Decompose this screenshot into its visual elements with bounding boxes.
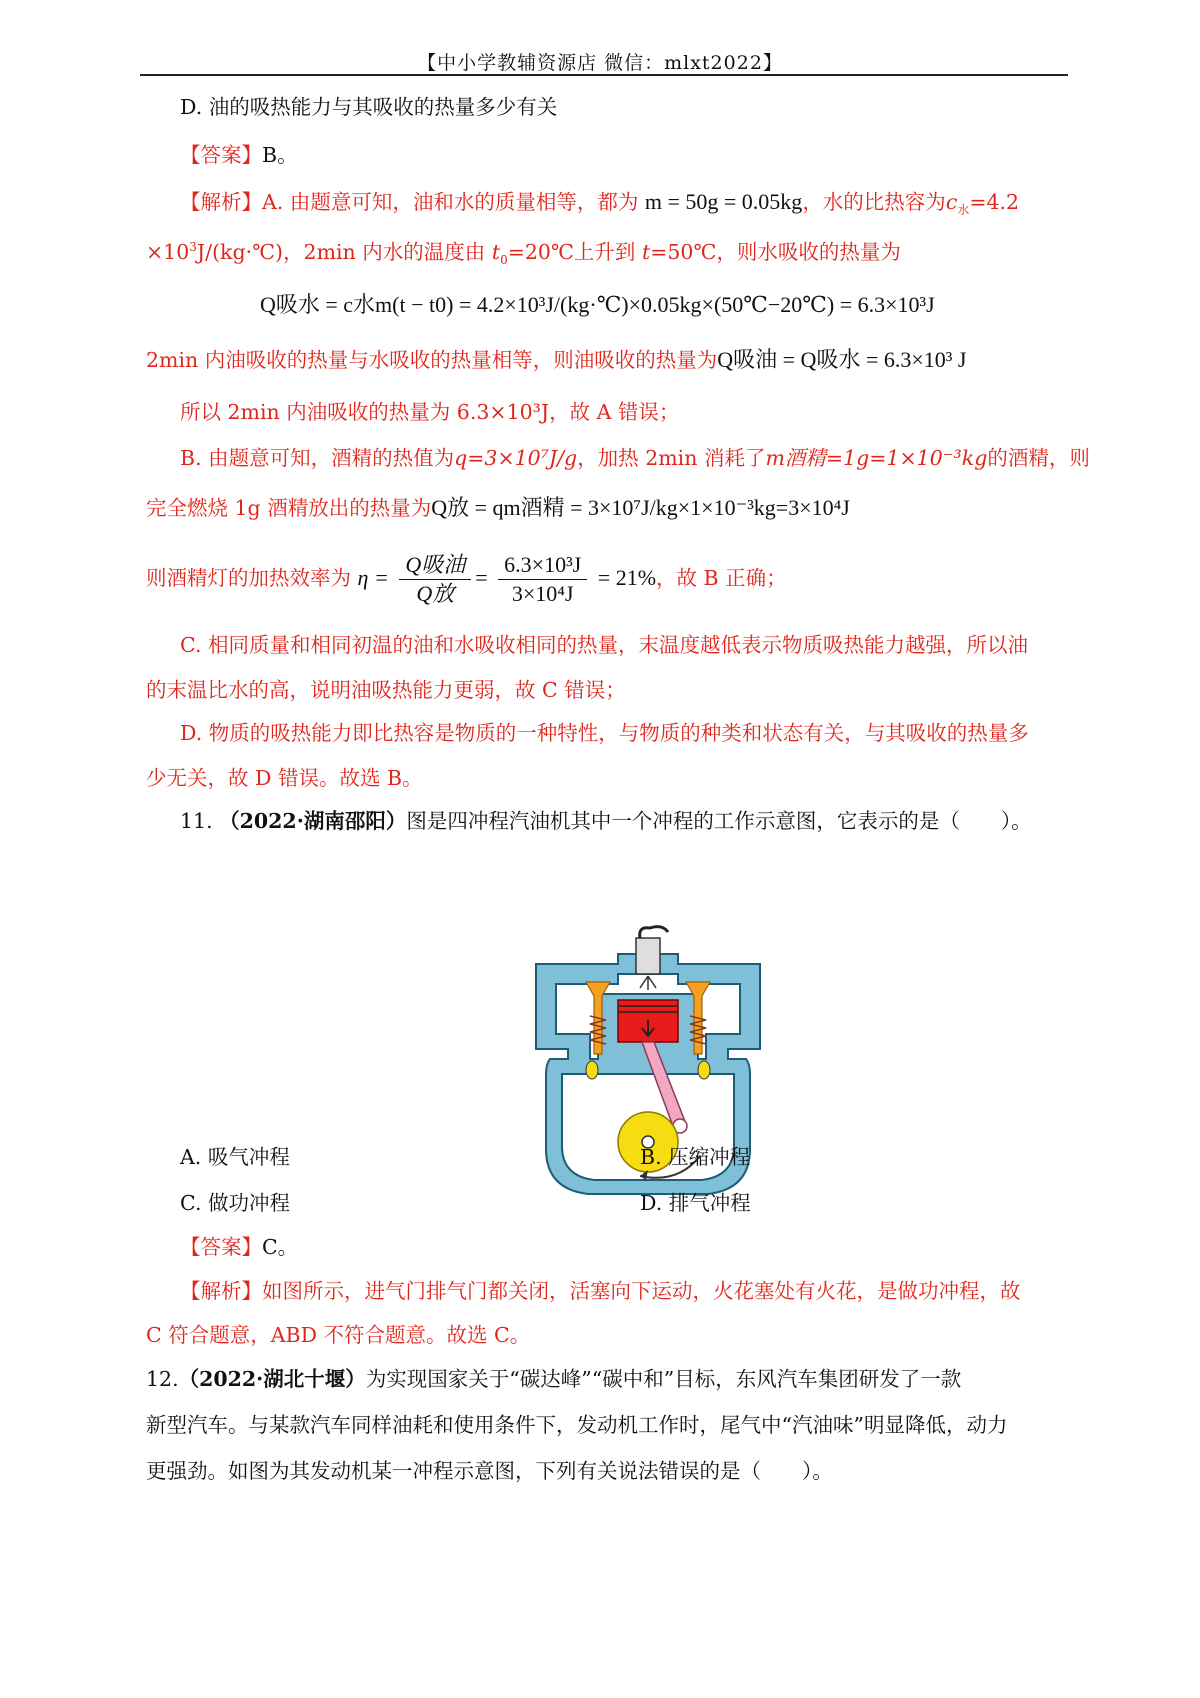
fraction-values (498, 551, 587, 608)
equation-heat-water: Q吸水 = c水m(t − t0) = 4.2×10³J/(kg·℃)×0.05kg×(50℃−20℃) = 6.3×10³J (260, 292, 935, 317)
q10-option-d: D. 油的吸热能力与其吸收的热量多少有关 (180, 95, 558, 119)
analysis-tag: 【解析】 (180, 190, 262, 214)
intake-cam (586, 1061, 598, 1079)
answer-tag: 【答案】 (180, 143, 262, 167)
question-source: （2022·湖北十堰） (178, 1367, 366, 1391)
numerator: 6.3×10³J (498, 551, 587, 580)
question-number: 11. (180, 809, 213, 833)
q12-stem-line3: 更强劲。如图为其发动机某一冲程示意图，下列有关说法错误的是（ ）。 (146, 1459, 833, 1483)
text: ×10 (146, 240, 190, 264)
numerator: Q吸油 (399, 551, 471, 580)
q11-stem (180, 806, 1110, 836)
q11-answer (180, 1232, 1110, 1262)
q11-option-a: A. 吸气冲程 (180, 1145, 290, 1169)
q11-option-d: D. 排气冲程 (640, 1191, 751, 1215)
question-text: 为实现国家关于“碳达峰”“碳中和”目标，东风汽车集团研发了一款 (365, 1367, 962, 1391)
answer-tag: 【答案】 (180, 1235, 262, 1259)
question-number: 12. (146, 1367, 179, 1391)
answer-value: B。 (262, 143, 298, 167)
q10-analysis-d-line2: 少无关，故 D 错误。故选 B。 (146, 766, 423, 790)
q10-analysis-a-line2 (146, 237, 1076, 267)
q10-analysis-d-line1: D. 物质的吸热能力即比热容是物质的一种特性，与物质的种类和状态有关，与其吸收的热量多 (180, 721, 1029, 745)
answer-value: C。 (262, 1235, 299, 1259)
q10-analysis-a-line4 (146, 345, 1076, 375)
spark-wire (640, 927, 668, 938)
page-header: 【中小学教辅资源店 微信：mlxt2022】 (417, 52, 783, 74)
q11-analysis-line2: C 符合题意，ABD 不符合题意。故选 C。 (146, 1323, 531, 1347)
alcohol-mass: m酒精=1g=1×10⁻³kg (765, 446, 988, 470)
exhaust-cam (698, 1061, 710, 1079)
text: 完全燃烧 1g 酒精放出的热量为 (146, 496, 432, 520)
text: ，水的比热容为 (802, 190, 946, 214)
text: A. 由题意可知，油和水的质量相等，都为 (262, 190, 639, 214)
q10-analysis-a-line5: 所以 2min 内油吸收的热量为 6.3×10³J，故 A 错误； (180, 400, 680, 424)
superscript: 3 (189, 240, 197, 255)
q12-stem-line2: 新型汽车。与某款汽车同样油耗和使用条件下，发动机工作时，尾气中“汽油味”明显降低，动力 (146, 1413, 1008, 1437)
subscript: 水 (957, 203, 970, 218)
text: 2min 内油吸收的热量与水吸收的热量相等，则油吸收的热量为 (146, 348, 718, 372)
text: =4.2 (969, 190, 1020, 214)
text: 的酒精，则 (987, 446, 1090, 470)
equation-heat-released: Q放 = qm酒精 = 3×10⁷J/kg×1×10⁻³kg=3×10⁴J (431, 495, 850, 520)
q10-analysis-b-line3: 则酒精灯的加热效率为 η = $\frac{\text{Q吸油}}{\text{Q放}}$ = $\frac{\text{6.3×10³J}}{\text{3×10⁴J}}$ = 21%，故 B 正确； (146, 552, 787, 606)
denominator: Q放 (416, 581, 455, 606)
text: 如图所示，进气门排气门都关闭，活塞向下运动，火花塞处有火花，是做功冲程，故 (262, 1279, 1021, 1303)
q10-analysis-b-line1 (180, 443, 1110, 473)
mass-expression: m = 50g = 0.05kg (644, 189, 803, 214)
symbol-t: t (641, 240, 651, 264)
q10-analysis-c-line1: C. 相同质量和相同初温的油和水吸收相同的热量，末温度越低表示物质吸热能力越强，所以油 (180, 633, 1028, 657)
text: ，故 B 正确； (656, 566, 787, 590)
q11-option-b: B. 压缩冲程 (640, 1145, 751, 1169)
symbol-c: c (945, 190, 958, 214)
text: =20℃上升到 (507, 240, 636, 264)
efficiency-symbol: η = (357, 565, 389, 590)
subscript: 0 (500, 253, 508, 268)
analysis-tag: 【解析】 (180, 1279, 262, 1303)
text: ，加热 2min 消耗了 (577, 446, 766, 470)
symbol-t: t (491, 240, 501, 264)
header-rule (140, 74, 1068, 76)
q10-analysis-c-line2: 的末温比水的高，说明油吸热能力更弱，故 C 错误； (146, 678, 626, 702)
equation-oil-heat: Q吸油 = Q吸水 = 6.3×10³ J (717, 347, 967, 372)
text: J/(kg·℃)，2min 内水的温度由 (196, 240, 486, 264)
q10-answer (180, 140, 1110, 170)
spark-plug (636, 938, 660, 974)
text: B. 由题意可知，酒精的热值为 (180, 446, 455, 470)
q12-stem-line1 (146, 1364, 1076, 1394)
q10-analysis-a-line1 (180, 187, 1110, 217)
text: 则酒精灯的加热效率为 (146, 566, 351, 590)
question-text: 图是四冲程汽油机其中一个冲程的工作示意图，它表示的是（ ）。 (406, 809, 1032, 833)
text: =50℃，则水吸收的热量为 (650, 240, 901, 264)
q10-analysis-b-line2 (146, 493, 1076, 523)
denominator: 3×10⁴J (511, 581, 574, 606)
q11-analysis-line1 (180, 1276, 1110, 1306)
q11-option-c: C. 做功冲程 (180, 1191, 290, 1215)
question-source: （2022·湖南邵阳） (219, 809, 407, 833)
fraction-q (399, 551, 471, 608)
heat-value: q=3×10⁷J/g (454, 446, 578, 470)
efficiency-result: = 21% (597, 565, 657, 590)
